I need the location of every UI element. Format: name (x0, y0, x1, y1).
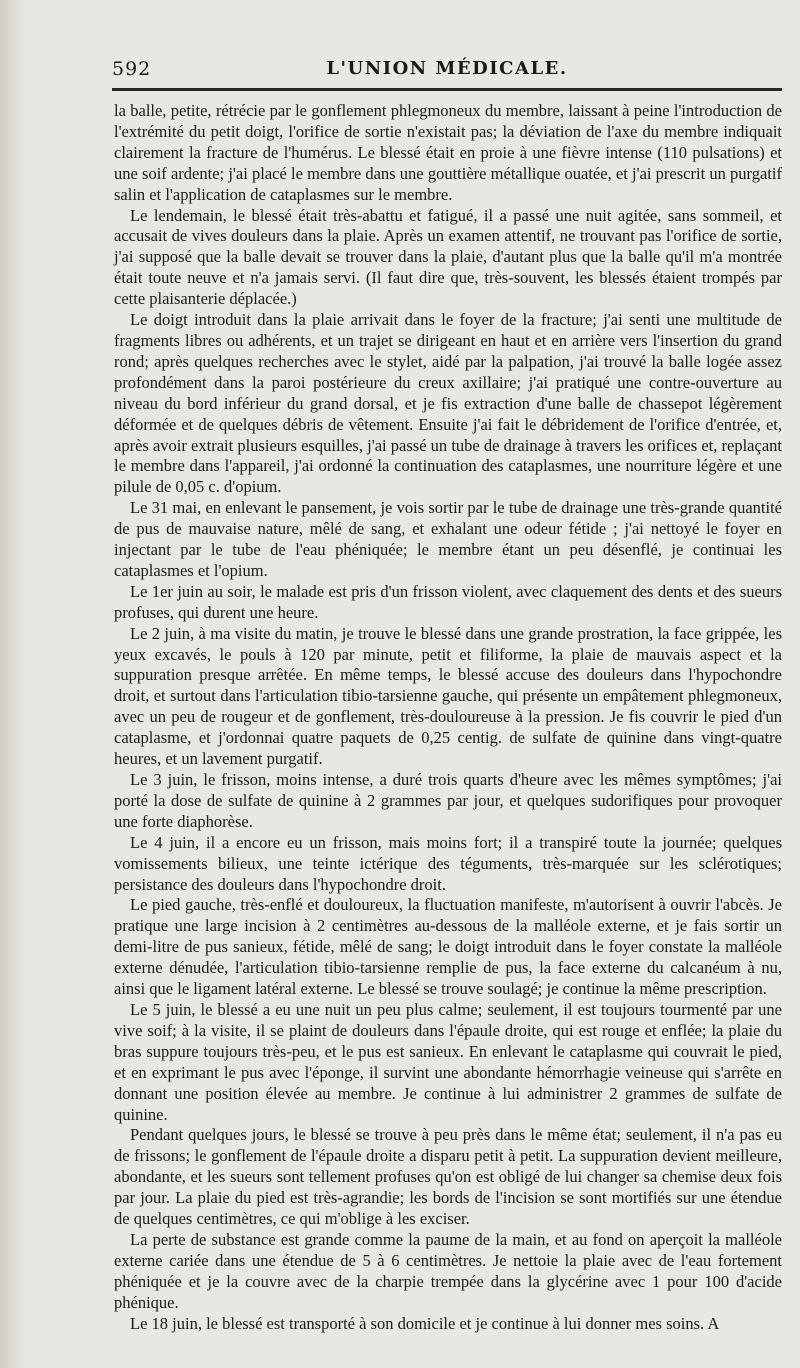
paragraph: Le lendemain, le blessé était très-abattu et fatigué, il a passé une nuit agitée, sans sommeil, et accusait de vives douleurs dans la plaie. Après un examen attentif, ne trouvant pas l'orifice de sortie, j'ai supposé que la balle devait se trouver dans la plaie, d'autant plus que la balle qu'il m'a montrée était toute neuve et n'a jamais servi. (Il faut dire que, très-souvent, les blessés étaient trompés par cette plaisanterie déplacée.) (114, 205, 782, 309)
page-number: 592 (112, 58, 152, 80)
paragraph: Le 1er juin au soir, le malade est pris d'un frisson violent, avec claquement des dents et des sueurs profuses, qui durent une heure. (114, 581, 782, 622)
page-gutter-shadow (0, 0, 24, 1368)
paragraph: Le doigt introduit dans la plaie arrivait dans le foyer de la fracture; j'ai senti une multitude de fragments libres ou adhérents, et un trajet se dirigeant en haut et en arrière vers l'insertion du grand rond; après quelques recherches avec le stylet, aidé par la palpation, j'ai trouvé la balle logée assez profondément dans la paroi postérieure du creux axillaire; j'ai pratiqué une contre-ouverture au niveau du bord inférieur du grand dorsal, et je fis extraction d'une balle de chassepot légèrement déformée et de quelques débris de vêtement. Ensuite j'ai fait le débridement de l'orifice d'entrée, et, après avoir extrait plusieurs esquilles, j'ai passé un tube de drainage à travers les orifices et, replaçant le membre dans l'appareil, j'ai ordonné la continuation des cataplasmes, une nourriture légère et une pilule de 0,05 c. d'opium. (114, 310, 782, 497)
page-header (112, 52, 782, 86)
paragraph: Le 4 juin, il a encore eu un frisson, mais moins fort; il a transpiré toute la journée; quelques vomissements bilieux, une teinte ictérique des téguments, très-marquée sur les sclérotiques; persistance des douleurs dans l'hypochondre droit. (114, 832, 782, 894)
paragraph: La perte de substance est grande comme la paume de la main, et au fond on aperçoit la malléole externe cariée dans une étendue de 5 à 6 centimètres. Je nettoie la plaie avec de l'eau fortement phéniquée et je la couvre avec de la charpie trempée dans la glycérine avec 1 pour 100 d'acide phénique. (114, 1229, 782, 1312)
paragraph: Le 5 juin, le blessé a eu une nuit un peu plus calme; seulement, il est toujours tourmenté par une vive soif; à la visite, il se plaint de douleurs dans l'épaule droite, qui est rouge et enflée; la plaie du bras suppure toujours très-peu, et le pus est sanieux. En enlevant le cataplasme qui couvrait le pied, et en exprimant le pus avec l'éponge, il survint une abondante hémorrhagie veineuse qui s'arrête en donnant une position élevée au membre. Je continue à lui administrer 2 grammes de sulfate de quinine. (114, 999, 782, 1124)
paragraph: Pendant quelques jours, le blessé se trouve à peu près dans le même état; seulement, il n'a pas eu de frissons; le gonflement de l'épaule droite a disparu petit à petit. La suppuration devient meilleure, abondante, et les sueurs sont tellement profuses qu'on est obligé de lui changer sa chemise deux fois par jour. La plaie du pied est très-agrandie; les bords de l'incision se sont mortifiés sur une étendue de quelques centimètres, ce qui m'oblige à les exciser. (114, 1125, 782, 1229)
paragraph: la balle, petite, rétrécie par le gonflement phlegmoneux du membre, laissant à peine l'introduction de l'extrémité du petit doigt, l'orifice de sortie n'existait pas; la déviation de l'axe du membre indiquait clairement la fracture de l'humérus. Le blessé était en proie à une fièvre intense (110 pulsations) et une soif ardente; j'ai placé le membre dans une gouttière métallique ouatée, et j'ai prescrit un purgatif salin et l'application de cataplasmes sur le membre. (114, 101, 782, 204)
paragraph: Le pied gauche, très-enflé et douloureux, la fluctuation manifeste, m'autorisent à ouvrir l'abcès. Je pratique une large incision à 2 centimètres au-dessous de la malléole externe, et je fais sortir un demi-litre de pus sanieux, fétide, mêlé de sang; le doigt introduit dans le foyer constate la malléole externe dénudée, l'articulation tibio-tarsienne remplie de pus, la face externe du calcanéum à nu, ainsi que le ligament latéral externe. Le blessé se trouve soulagé; je continue la même prescription. (114, 895, 782, 999)
header-rule (112, 88, 782, 91)
paragraph: Le 3 juin, le frisson, moins intense, a duré trois quarts d'heure avec les mêmes symptômes; j'ai porté la dose de sulfate de quinine à 2 grammes par jour, et quelques sudorifiques pour provoquer une forte diaphorèse. (114, 770, 782, 831)
paragraph: Le 18 juin, le blessé est transporté à son domicile et je continue à lui donner mes soins. A (130, 1313, 720, 1333)
article-body (114, 101, 782, 1334)
running-title: L'UNION MÉDICALE. (326, 58, 568, 79)
paragraph: Le 2 juin, à ma visite du matin, je trouve le blessé dans une grande prostration, la face grippée, les yeux excavés, le pouls à 120 par minute, petit et filiforme, la plaie de mauvais aspect et la suppuration presque arrêtée. En même temps, le blessé accuse des douleurs dans l'hypochondre droit, et surtout dans l'articulation tibio-tarsienne gauche, qui présente un empâtement phlegmoneux, avec un peu de rougeur et de gonflement, très-douloureuse à la pression. Je fis couvrir le pied d'un cataplasme, et j'ordonnai quatre paquets de 0,25 centig. de sulfate de quinine dans vingt-quatre heures, et un lavement purgatif. (114, 623, 782, 769)
paragraph: Le 31 mai, en enlevant le pansement, je vois sortir par le tube de drainage une très-grande quantité de pus de mauvaise nature, mêlé de sang, et exhalant une odeur fétide ; j'ai nettoyé le foyer en injectant par le tube de l'eau phéniquée; le membre étant un peu désenflé, je continuai les cataplasmes et l'opium. (114, 498, 782, 580)
